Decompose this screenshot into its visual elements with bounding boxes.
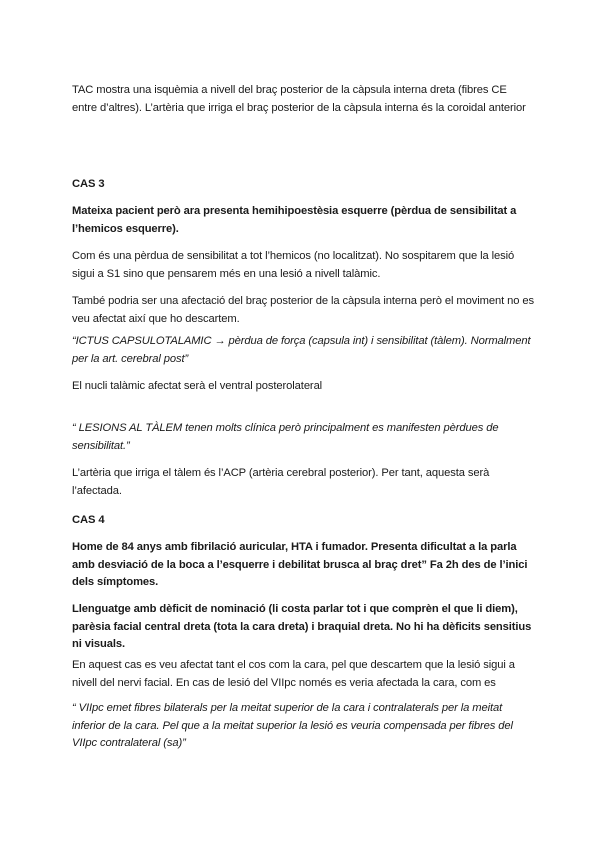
cas3-heading: CAS 3 — [72, 178, 105, 190]
cas4-findings: Llenguatge amb dèficit de nominació (li costa parlar tot i que comprèn el que li diem), parèsia facial central dreta (tota la cara dreta) i braquial dreta. No hi ha dèficits sensitius ni visuals. — [72, 603, 532, 650]
cas3-paragraph-2: També podria ser una afectació del braç posterior de la càpsula interna però el moviment no es veu afectat així que ho descartem. — [72, 295, 534, 325]
cas3-paragraph-1: Com és una pèrdua de sensibilitat a tot l’hemicos (no localitzat). No sospitarem que la lesió sigui a S1 sino que pensarem més en una lesió a nivell talàmic. — [72, 250, 515, 280]
cas3-quote-1: “ICTUS CAPSULOTALAMIC → pèrdua de força (capsula int) i sensibilitat (tàlem). Normalment per la art. cerebral post” — [72, 335, 531, 365]
cas4-paragraph-1: En aquest cas es veu afectat tant el cos com la cara, pel que descartem que la lesió sigui a nivell del nervi facial. En cas de lesió del VIIpc només es veria afectada la cara, com es — [72, 659, 515, 689]
intro-paragraph: TAC mostra una isquèmia a nivell del braç posterior de la càpsula interna dreta (fibres CE entre d’altres). L’artèria que irriga el braç posterior de la càpsula interna és la coroidal anterior — [72, 84, 526, 114]
cas4-quote-1: “ VIIpc emet fibres bilaterals per la meitat superior de la cara i contralaterals per la meitat inferior de la cara. Pel que a la meitat superior la lesió es veuria compensada per fibres del VIIpc contralateral (sa)” — [72, 702, 513, 749]
cas3-paragraph-4: L’artèria que irriga el tàlem és l’ACP (artèria cerebral posterior). Per tant, aquesta serà l’afectada. — [72, 467, 490, 497]
cas4-case-statement: Home de 84 anys amb fibrilació auricular, HTA i fumador. Presenta dificultat a la parla amb desviació de la boca a l’esquerre i debilitat brusca al braç dret” Fa 2h des de l’inici dels símptomes. — [72, 541, 528, 588]
cas3-quote-2: “ LESIONS AL TÀLEM tenen molts clínica però principalment es manifesten pèrdues de sensibilitat.” — [72, 422, 499, 452]
cas3-paragraph-3: El nucli talàmic afectat serà el ventral posterolateral — [72, 380, 323, 392]
cas3-case-statement: Mateixa pacient però ara presenta hemihipoestèsia esquerre (pèrdua de sensibilitat a l’hemicos esquerre). — [72, 205, 517, 235]
cas4-heading: CAS 4 — [72, 514, 105, 526]
